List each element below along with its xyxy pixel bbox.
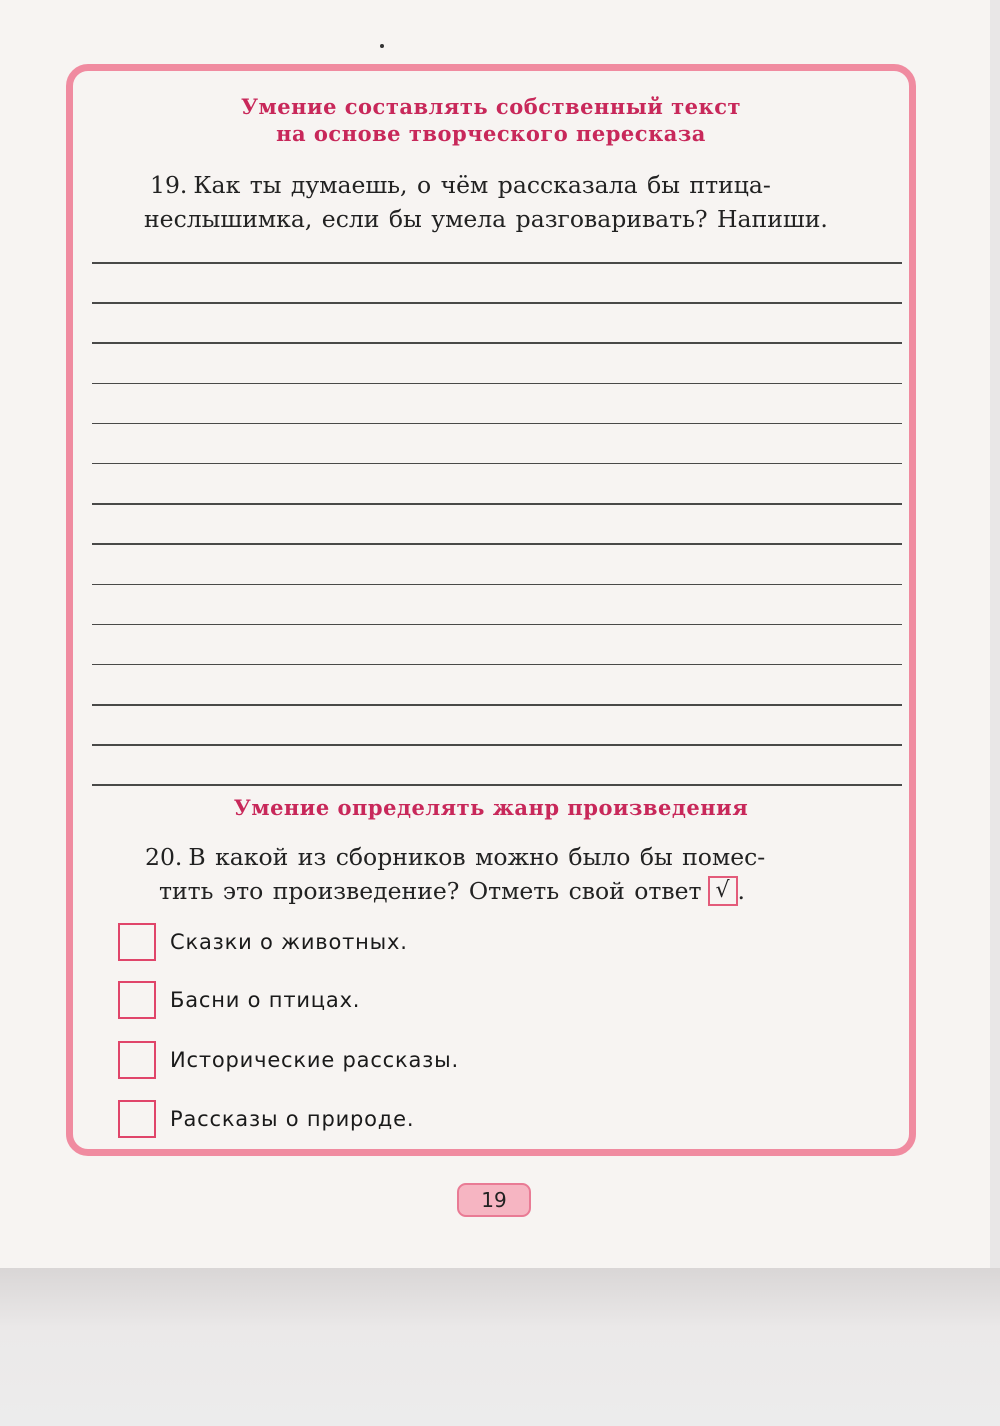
section-heading-genre: Умение определять жанр произведения <box>233 795 749 820</box>
answer-line[interactable] <box>92 463 902 465</box>
option-checkbox[interactable] <box>118 923 156 961</box>
task-20-number: 20. <box>145 843 183 871</box>
option-checkbox[interactable] <box>118 981 156 1019</box>
answer-line[interactable] <box>92 744 902 746</box>
answer-line[interactable] <box>92 423 902 425</box>
task-19-line-1: Как ты думаешь, о чём рассказала бы птица- <box>193 171 771 199</box>
option-nature-stories[interactable] <box>118 1099 414 1139</box>
page-number: 19 <box>457 1183 531 1217</box>
option-label: Рассказы о природе. <box>170 1107 415 1131</box>
print-dot <box>380 44 384 48</box>
answer-line[interactable] <box>92 784 902 786</box>
option-label: Исторические рассказы. <box>170 1048 459 1072</box>
answer-line[interactable] <box>92 704 902 706</box>
answer-line[interactable] <box>92 543 902 545</box>
answer-line[interactable] <box>92 624 902 626</box>
answer-line[interactable] <box>92 342 902 344</box>
scan-background <box>0 1268 1000 1426</box>
answer-line[interactable] <box>92 262 902 264</box>
section-heading-composition <box>66 94 916 146</box>
section-heading-line-1: Умение составлять собственный текст <box>240 94 742 119</box>
option-fables-birds[interactable] <box>118 980 360 1020</box>
option-fairy-tales-animals[interactable] <box>118 922 408 962</box>
task-19-question <box>144 168 880 236</box>
option-checkbox[interactable] <box>118 1041 156 1079</box>
task-19-number: 19. <box>150 171 188 199</box>
option-label: Басни о птицах. <box>170 988 361 1012</box>
answer-line[interactable] <box>92 584 902 586</box>
answer-line[interactable] <box>92 383 902 385</box>
task-20-line-2: тить это произведение? Отметь свой ответ <box>159 877 702 905</box>
option-checkbox[interactable] <box>118 1100 156 1138</box>
answer-line[interactable] <box>92 503 902 505</box>
option-label: Сказки о животных. <box>170 930 408 954</box>
answer-mark-example-box: √ <box>708 876 738 906</box>
answer-lines[interactable] <box>92 262 902 825</box>
section-heading-line-2: на основе творческого пересказа <box>276 121 706 146</box>
task-20-question <box>145 840 885 908</box>
task-20-line-1: В какой из сборников можно было бы помес- <box>188 843 766 871</box>
task-20-line-2-end: . <box>737 877 746 905</box>
answer-line[interactable] <box>92 664 902 666</box>
answer-line[interactable] <box>92 302 902 304</box>
option-historical-stories[interactable] <box>118 1040 459 1080</box>
task-19-line-2: неслышимка, если бы умела разговаривать? Напиши. <box>144 205 828 233</box>
